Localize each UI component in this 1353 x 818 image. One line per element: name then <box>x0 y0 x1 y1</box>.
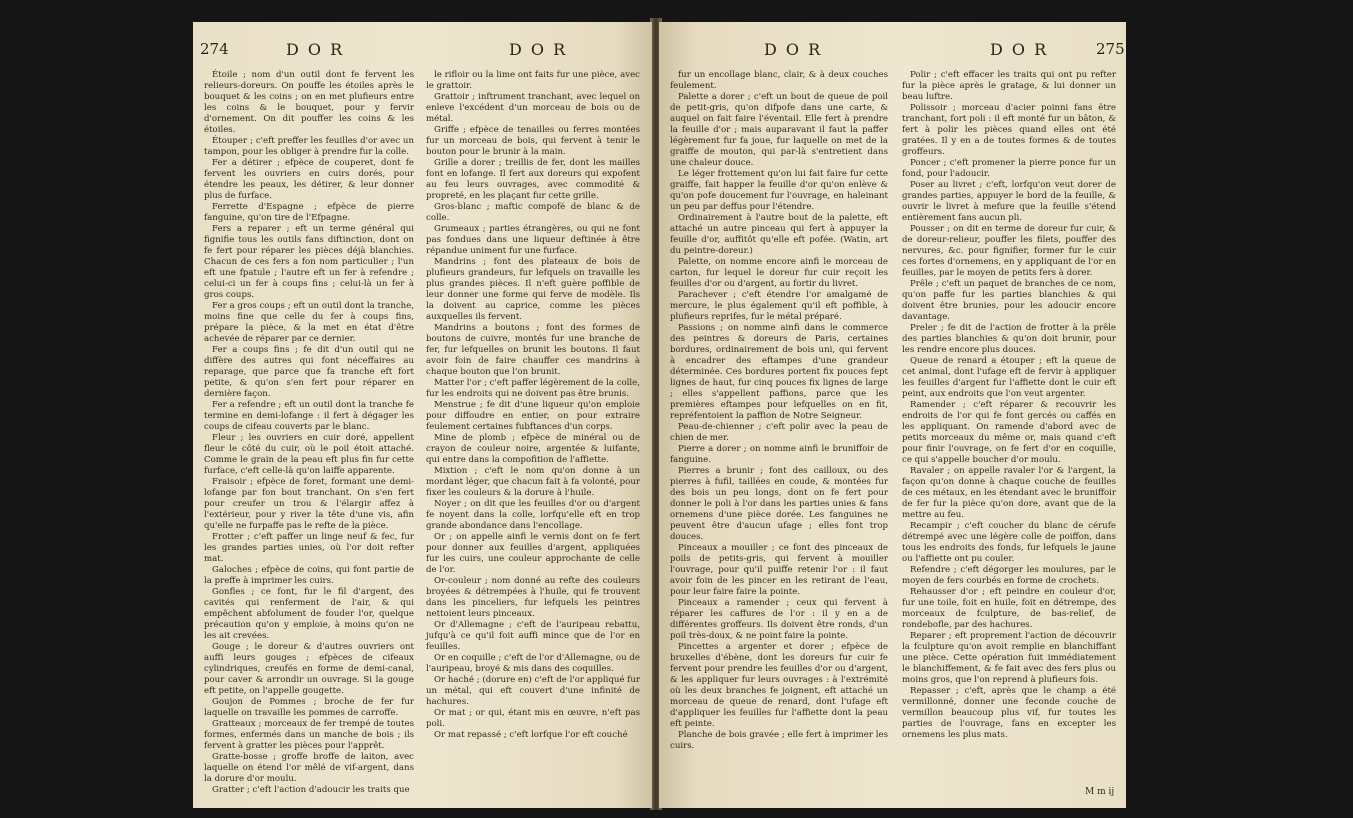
entry-paragraph: Noyer ; on dit que les feuilles d'or ou d'argent fe noyent dans la colle, lorfqu'elle eft en trop grande abondance dans l'encollage. <box>426 499 640 531</box>
entry-paragraph: Pinceaux a ramender ; ceux qui fervent à réparer les caffures de l'or : il y en a de différentes groffeurs. Ils doivent être ronds, d'un poil très-doux, & ne point faire la pointe. <box>670 598 888 641</box>
entry-paragraph: Étoile ; nom d'un outil dont fe fervent les relieurs-doreurs. On pouffe les étoiles après le bouquet & les coins ; on en met plufieurs entre les coins & le bouquet, pour y fervir d'ornement. On dit pouffer les coins & les étoiles. <box>204 70 414 135</box>
entry-paragraph: Grumeaux ; parties étrangères, ou qui ne font pas fondues dans une liqueur deftinée à être répandue uniment fur une furface. <box>426 224 640 256</box>
right-column-2 <box>902 70 1116 782</box>
entry-paragraph: Fer a coups fins ; fe dit d'un outil qui ne diffère des autres qui font néceffaires au reparage, que parce que fa tranche eft fort petite, & qu'on s'en fert pour réparer en dernière façon. <box>204 345 414 399</box>
entry-paragraph: Poser au livret ; c'eft, lorfqu'on veut dorer de grandes parties, appuyer le bord de la feuille, & ouvrir le livret à mefure que la feuille s'étend entièrement fans aucun pli. <box>902 180 1116 223</box>
left-column-2 <box>426 70 640 782</box>
entry-paragraph: Fleur ; les ouvriers en cuir doré, appellent fleur le côté du cuir, où le poil étoit attaché. Comme le grain de la peau eft plus fin fur cette furface, c'eft celle-là qu'on laiffe apparente. <box>204 433 414 476</box>
entry-paragraph: Fer a détirer ; efpèce de couperet, dont fe fervent les ouvriers en cuirs dorés, pour étendre les peaux, les détirer, & leur donner plus de furface. <box>204 158 414 201</box>
entry-paragraph: Preler ; fe dit de l'action de frotter à la prêle des parties blanchies & qu'on doit brunir, pour les rendre encore plus douces. <box>902 323 1116 355</box>
entry-paragraph: Pousser ; on dit en terme de doreur fur cuir, & de doreur-relieur, pouffer les filets, pouffer des nervures, &c. pour fignifier, former fur le cuir ces fortes d'ornemens, en y appliquant de l'or en feuilles, par le moyen de petits fers à dorer. <box>902 224 1116 278</box>
entry-paragraph: Frotter ; c'eft paffer un linge neuf & fec, fur les grandes parties unies, où l'or doit refter mat. <box>204 532 414 564</box>
entry-paragraph: Prêle ; c'eft un paquet de branches de ce nom, qu'on paffe fur les parties blanchies & qui doivent être brunies, pour les adoucir encore davantage. <box>902 279 1116 322</box>
entry-paragraph: Rehausser d'or ; eft peindre en couleur d'or, fur une toile, foit en huile, foit en détrempe, des morceaux de fculpture, de bas-relief, de rondebofle, par des hachures. <box>902 587 1116 630</box>
entry-paragraph: Or haché ; (dorure en) c'eft de l'or appliqué fur un métal, qui eft couvert d'une infinité de hachures. <box>426 675 641 707</box>
entry-paragraph: Or ; on appelle ainfi le vernis dont on fe fert pour donner aux feuilles d'argent, appliquées fur les cuirs, une couleur approchante de celle de l'or. <box>426 532 640 575</box>
entry-paragraph: Queue de renard a étouper ; eft la queue de cet animal, dont l'ufage eft de fervir à appliquer les feuilles d'argent fur l'affiette dont le cuir eft peint, aux endroits que l'on veut argenter. <box>902 356 1116 399</box>
entry-paragraph: Mine de plomb ; efpèce de minéral ou de crayon de couleur noire, argentée & luifante, qui entre dans la compofition de l'affiette. <box>426 433 640 465</box>
left-running-head-2: D O R <box>509 40 568 59</box>
signature-mark: M m ij <box>1085 787 1115 797</box>
entry-paragraph: Grattoir ; inftrument tranchant, avec lequel on enleve l'excédent d'un morceau de bois ou de métal. <box>426 92 640 124</box>
entry-paragraph: Repasser ; c'eft, après que le champ a été vermillonné, donner une feconde couche de vermillon beaucoup plus vif, fur toutes les parties de l'ouvrage, fans en excepter les ornemens les plus mats. <box>902 686 1116 740</box>
entry-paragraph: Pierres a brunir ; font des cailloux, ou des pierres à fufil, taillées en coude, & montées fur des bois un peu longs, dont on fe fert pour donner le poli à l'or dans les parties unies & fans ornemens d'une pièce dorée. Les fanguines ne peuvent être d'aucun ufage ; elles font trop douces. <box>670 466 888 542</box>
right-running-head-1: D O R <box>764 40 823 59</box>
entry-paragraph: Grille a dorer ; treillis de fer, dont les mailles font en lofange. Il fert aux doreurs qui expofent au feu leurs ouvrages, avec commodité & propreté, en les plaçant fur cette grille. <box>426 158 640 201</box>
entry-paragraph: Ravaler ; on appelle ravaler l'or & l'argent, la façon qu'on donne à chaque couche de feuilles de ces métaux, en les étendant avec le bruniffoir de fer fur la pièce qu'on dore, avant que de la mettre au feu. <box>902 466 1116 520</box>
entry-paragraph: Passions ; on nomme ainfi dans le commerce des peintres & doreurs de Paris, certaines bordures, ordinairement de bois uni, qui fervent à encadrer des eftampes d'une grandeur déterminée. Ces bordures portent fix pouces fept lignes de haut, fur cinq pouces fix lignes de large ; elles s'appellent paffions, parce que les premières eftampes pour lefquelles on en fit, repréfentoient la paffion de Notre Seigneur. <box>670 323 888 421</box>
left-running-head-1: D O R <box>286 40 345 59</box>
entry-paragraph: Matter l'or ; c'eft paffer légèrement de la colle, fur les endroits qui ne doivent pas être brunis. <box>426 378 640 399</box>
entry-paragraph: Reparer ; eft proprement l'action de découvrir la fculpture qu'on avoit remplie en blanchiffant une pièce. Cette opération fuit immédiatement le blanchiffement, & fe fait avec des fers plus ou moins gros, que l'on reprend à plufieurs fois. <box>902 631 1116 685</box>
right-page-number: 275 <box>1096 40 1125 58</box>
entry-paragraph: Gratter ; c'eft l'action d'adoucir les traits que <box>212 785 410 795</box>
entry-paragraph: Ferrette d'Espagne ; efpèce de pierre fanguine, qu'on tire de l'Efpagne. <box>204 202 414 223</box>
entry-paragraph: Or en coquille ; c'eft de l'or d'Allemagne, ou de l'auripeau, broyé & mis dans des coquilles. <box>426 653 640 674</box>
entry-paragraph: Mandrins a boutons ; font des formes de boutons de cuivre, montés fur une branche de fer, fur lefquelles on brunit les boutons. Il faut avoir foin de faire chauffer ces mandrins à chaque bouton que l'on brunit. <box>426 323 640 377</box>
entry-paragraph: Palette a dorer ; c'eft un bout de queue de poil de petit-gris, qu'on difpofe dans une carte, & auquel on fait faire l'éventail. Elle fert à prendre la feuille d'or ; mais auparavant il faut la paffer légèrement fur fa joue, fur laquelle on met de la graiffe de mouton, qui par-là s'entretient dans une chaleur douce. <box>670 92 888 168</box>
entry-paragraph: Pinceaux a mouiller ; ce font des pinceaux de poils de petits-gris, qui fervent à mouiller l'ouvrage, pour qu'il puiffe retenir l'or : il faut avoir foin de les pincer en les retirant de l'eau, pour leur faire faire la pointe. <box>670 543 888 597</box>
entry-paragraph: Étouper ; c'eft preffer les feuilles d'or avec un tampon, pour les obliger à prendre fur la colle. <box>204 136 414 157</box>
entry-paragraph: Fer a gros coups ; eft un outil dont la tranche, moins fine que celle du fer à coups fins, prépare la pièce, & la met en état d'être achevée de réparer par ce dernier. <box>204 301 414 344</box>
entry-paragraph: Or mat repassé ; c'eft lorfque l'or eft couché <box>434 730 628 740</box>
entry-paragraph: Or mat ; or qui, étant mis en œuvre, n'eft pas poli. <box>426 708 640 729</box>
entry-paragraph: Goujon de Pommes ; broche de fer fur laquelle on travaille les pommes de carroffe. <box>204 697 414 718</box>
entry-paragraph: Fer a refendre ; eft un outil dont la tranche fe termine en demi-lofange : il fert à dégager les coups de cifeau couverts par le blanc. <box>204 400 414 432</box>
entry-paragraph: fur un encollage blanc, clair, & à deux couches feulement. <box>670 70 888 91</box>
entry-paragraph: Refendre ; c'eft dégorger les moulures, par le moyen de fers courbés en forme de crochets. <box>902 565 1116 586</box>
right-column-1 <box>670 70 888 782</box>
entry-paragraph: Polissoir ; morceau d'acier poinni fans être tranchant, fort poli : il eft monté fur un bâton, & fert à polir les pièces quand elles ont été gratées. Il y en a de toutes formes & de toutes groffeurs. <box>902 103 1116 157</box>
entry-paragraph: Gratte-bosse ; groffe broffe de laiton, avec laquelle on étend l'or mêlé de vif-argent, dans la dorure d'or moulu. <box>204 752 414 784</box>
entry-paragraph: Ordinairement à l'autre bout de la palette, eft attaché un autre pinceau qui fert à appuyer la feuille d'or, auffitôt qu'elle eft pofée. (Watin, art du peintre-doreur.) <box>670 213 888 256</box>
entry-paragraph: Menstrue ; fe dit d'une liqueur qu'on emploie pour diffoudre en entier, on pour extraire feulement certaines fubftances d'un corps. <box>426 400 640 432</box>
entry-paragraph: Galoches ; efpèce de coins, qui font partie de la preffe à imprimer les cuirs. <box>204 565 414 586</box>
entry-paragraph: Gonfles ; ce font, fur le fil d'argent, des cavités qui renferment de l'air, & qui empêchent abfolument de fouder l'or, quelque précaution qu'on y emploie, à moins qu'on ne les ait crevées. <box>204 587 414 641</box>
entry-paragraph: Peau-de-chienner ; c'eft polir avec la peau de chien de mer. <box>670 422 888 443</box>
entry-paragraph: Palette, on nomme encore ainfi le morceau de carton, fur lequel le doreur fur cuir reçoit les feuilles d'or ou d'argent, au fortir du livret. <box>670 257 888 289</box>
entry-paragraph: Le léger frottement qu'on lui fait faire fur cette graiffe, fait happer la feuille d'or qu'on enlève & qu'on pofe doucement fur l'ouvrage, en haleinant un peu par deffus pour l'étendre. <box>670 169 888 212</box>
entry-paragraph: Or-couleur ; nom donné au refte des couleurs broyées & détrempées à l'huile, qui fe trouvent dans les pinceliers, fur lefquels les peintres nettoient leurs pinceaux. <box>426 576 640 619</box>
entry-paragraph: Pincettes a argenter et dorer ; efpèce de bruxelles d'ébène, dont les doreurs fur cuir fe fervent pour prendre les feuilles d'or ou d'argent, & les appliquer fur leurs ouvrages : à l'extrémité où les deux branches fe joignent, eft attaché un morceau de queue de renard, dont l'ufage eft d'appliquer les feuilles fur l'affiette dont la peau eft peinte. <box>670 642 888 729</box>
entry-paragraph: Griffe ; efpèce de tenailles ou ferres montées fur un morceau de bois, qui fervent à tenir le bouton pour le brunir à la main. <box>426 125 640 157</box>
entry-paragraph: Planche de bois gravée ; elle fert à imprimer les cuirs. <box>670 730 888 751</box>
entry-paragraph: Parachever ; c'eft étendre l'or amalgamé de mercure, le plus également qu'il eft poffible, à plufieurs reprifes, fur le métal préparé. <box>670 290 888 322</box>
entry-paragraph: Gouge ; le doreur & d'autres ouvriers ont auffi leurs gouges ; efpèces de cifeaux cylindriques, creufés en forme de demi-canal, pour caver & arrondir un ouvrage. Si la gouge eft petite, on l'appelle gougette. <box>204 642 414 696</box>
entry-paragraph: Mandrins ; font des plateaux de bois de plufieurs grandeurs, fur lefquels on travaille les plus grandes pièces. Il n'eft guère poffible de leur donner une forme qui ferve de modèle. Ils la doivent au caprice, comme les pièces auxquelles ils fervent. <box>426 257 640 322</box>
entry-paragraph: Fers a reparer ; eft un terme général qui fignifie tous les outils fans diftinction, dont on fe fert pour réparer les pièces déjà blanchies. Chacun de ces fers a fon nom particulier ; l'un eft une fpatule ; l'autre eft un fer à refendre ; celui-ci un fer à coups fins ; celui-là un fer à gros coups. <box>204 224 414 300</box>
entry-paragraph: Poncer ; c'eft promener la pierre ponce fur un fond, pour l'adoucir. <box>902 158 1116 179</box>
entry-paragraph: Ramender ; c'eft réparer & recouvrir les endroits de l'or qui fe font gercés ou caffés en les appliquant. On ramende d'abord avec de petits morceaux du même or, mais quand c'eft pour finir l'ouvrage, on fe fert d'or en coquille, ce qui s'appelle boucher d'or moulu. <box>902 400 1116 465</box>
left-column-1 <box>204 70 414 795</box>
entry-paragraph: Gratteaux ; morceaux de fer trempé de toutes formes, enfermés dans un manche de bois ; ils fervent à gratter les pièces pour l'apprêt. <box>204 719 414 751</box>
right-running-head-2: D O R <box>990 40 1049 59</box>
entry-paragraph: Recampir ; c'eft coucher du blanc de cérufe détrempé avec une légère colle de poiffon, dans tous les endroits des fonds, fur lefquels le jaune ou l'affiette ont pu couler. <box>902 521 1116 564</box>
entry-paragraph: Gros-blanc ; maftic compofé de blanc & de colle. <box>426 202 640 223</box>
entry-paragraph: Fraisoir ; efpèce de foret, formant une demi-lofange par fon bout tranchant. On s'en fert pour creufer un trou & l'élargir affez à l'extérieur, pour y river la tête d'une vis, afin qu'elle ne furpaffe pas le refte de la pièce. <box>204 477 414 531</box>
entry-paragraph: Pierre a dorer ; on nomme ainfi le bruniffoir de fanguine. <box>670 444 888 465</box>
entry-paragraph: le rifloir ou la lime ont faits fur une pièce, avec le grattoir. <box>426 70 640 91</box>
entry-paragraph: Mixtion ; c'eft le nom qu'on donne à un mordant léger, que chacun fait à fa volonté, pour fixer les couleurs & la dorure à l'huile. <box>426 466 640 498</box>
left-page-number: 274 <box>200 40 229 58</box>
entry-paragraph: Polir ; c'eft effacer les traits qui ont pu refter fur la pièce après le gratage, & lui donner un beau luftre. <box>902 70 1116 102</box>
entry-paragraph: Or d'Allemagne ; c'eft de l'auripeau rebattu, jufqu'à ce qu'il foit auffi mince que de l'or en feuilles. <box>426 620 640 652</box>
